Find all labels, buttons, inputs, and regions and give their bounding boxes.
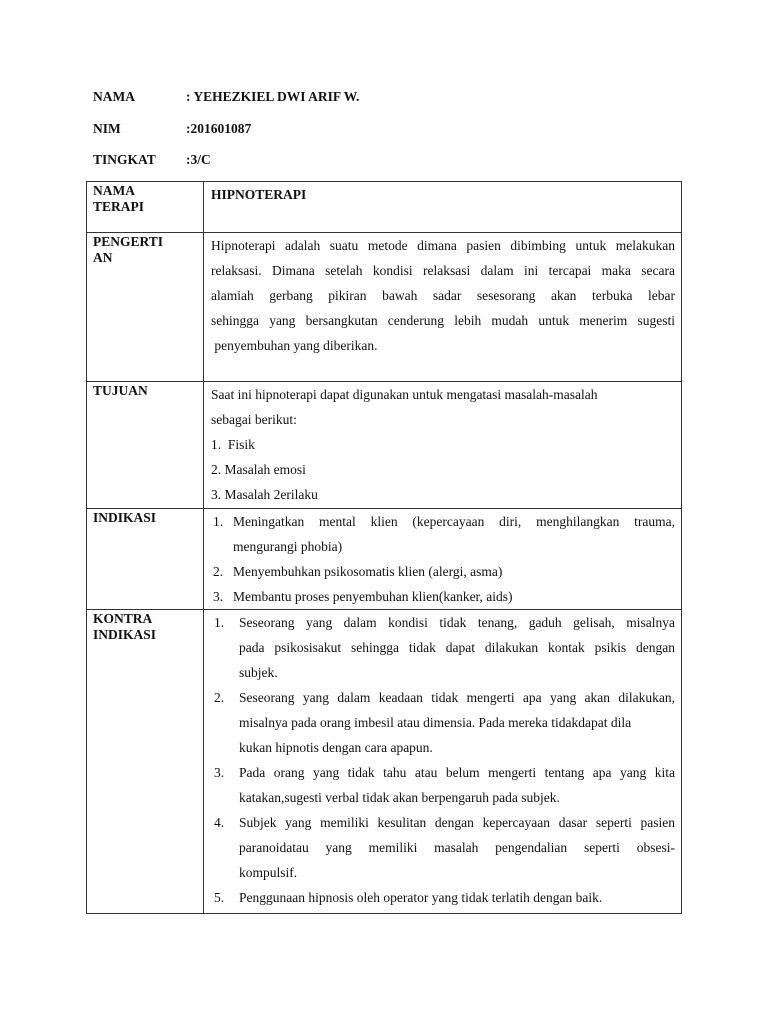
- kontra-item-3: [211, 760, 675, 810]
- indikasi-item-3: [211, 584, 675, 609]
- nim-value: :201601087: [186, 121, 252, 136]
- indikasi-item-1-line-1: Meningatkan mental klien (kepercayaan diri, menghilangkan trauma,: [233, 514, 675, 529]
- tujuan-intro-line-1: Saat ini hipnoterapi dapat digunakan untuk mengatasi masalah-masalah: [211, 387, 598, 402]
- indikasi-item-2: [211, 559, 675, 584]
- row-tujuan: [87, 382, 682, 509]
- row-nama-terapi: [87, 182, 682, 233]
- kontra-item-2-line-3: kukan hipnotis dengan cara apapun.: [239, 740, 433, 755]
- nama-terapi-label: [87, 182, 204, 233]
- nama-value: : YEHEZKIEL DWI ARIF W.: [186, 89, 360, 104]
- pengertian-text: [204, 233, 682, 382]
- indikasi-item-3-line-1: Membantu proses penyembuhan klien(kanker, aids): [233, 589, 513, 604]
- kontra-item-3-num: 3.: [214, 765, 225, 780]
- indikasi-item-1-num: 1.: [213, 514, 224, 529]
- kontra-indikasi-list: [211, 610, 675, 910]
- pengertian-label-line-1: PENGERTI: [93, 234, 164, 249]
- tingkat-value: :3/C: [186, 152, 211, 167]
- pengertian-line-4: sehingga yang bersangkutan cenderung lebih mudah untuk menerim sugesti: [211, 313, 675, 328]
- kontra-item-1: [211, 610, 675, 685]
- kontra-indikasi-list-cell: [204, 610, 682, 914]
- kontra-item-3-line-2: katakan,sugesti verbal tidak akan berpengaruh pada subjek.: [239, 790, 560, 805]
- nama-terapi-label-line-1: NAMA: [93, 183, 135, 198]
- indikasi-item-2-num: 2.: [213, 564, 224, 579]
- row-kontra-indikasi: [87, 610, 682, 914]
- therapy-table: [86, 181, 682, 914]
- kontra-item-1-line-2: pada psikosisakut sehingga tidak dapat dilakukan kontak psikis dengan: [239, 640, 675, 655]
- tujuan-item-3: 3. Masalah 2erilaku: [211, 487, 318, 502]
- kontra-item-2-line-2: misalnya pada orang imbesil atau dimensia. Pada mereka tidakdapat dila: [239, 715, 632, 730]
- tujuan-intro-line-2: sebagai berikut:: [211, 412, 297, 427]
- tujuan-text: [204, 382, 682, 509]
- kontra-item-4-line-3: kompulsif.: [239, 865, 298, 880]
- tujuan-item-2: 2. Masalah emosi: [211, 462, 306, 477]
- indikasi-list: [211, 509, 675, 609]
- indikasi-item-3-num: 3.: [213, 589, 224, 604]
- pengertian-line-3: alamiah gerbang pikiran bawah sadar sesesorang akan terbuka lebar: [211, 288, 675, 303]
- pengertian-line-5: penyembuhan yang diberikan.: [211, 338, 378, 353]
- indikasi-item-1: [211, 509, 675, 559]
- pengertian-line-2: relaksasi. Dimana setelah kondisi relaksasi dalam ini tercapai maka secara: [211, 263, 675, 278]
- pengertian-label: [87, 233, 204, 382]
- kontra-item-5-num: 5.: [214, 890, 225, 905]
- kontra-indikasi-label-line-2: INDIKASI: [93, 627, 157, 642]
- pengertian-line-1: Hipnoterapi adalah suatu metode dimana pasien dibimbing untuk melakukan: [211, 238, 675, 253]
- nama-terapi-value: HIPNOTERAPI: [204, 182, 682, 233]
- nim-label: NIM: [93, 121, 121, 136]
- kontra-item-4: [211, 810, 675, 885]
- row-indikasi: [87, 509, 682, 610]
- indikasi-label: INDIKASI: [87, 509, 204, 610]
- kontra-item-1-line-1: Seseorang yang dalam kondisi tidak tenang, gaduh gelisah, misalnya: [239, 615, 675, 630]
- nama-terapi-label-line-2: TERAPI: [93, 199, 145, 214]
- indikasi-list-cell: [204, 509, 682, 610]
- tingkat-label: TINGKAT: [93, 152, 156, 167]
- row-pengertian: [87, 233, 682, 382]
- kontra-item-1-num: 1.: [214, 615, 225, 630]
- kontra-item-4-line-2: paranoidatau yang memiliki masalah pengendalian seperti obsesi-: [239, 840, 675, 855]
- nama-label: NAMA: [93, 89, 135, 104]
- indikasi-item-1-line-2: mengurangi phobia): [233, 539, 343, 554]
- kontra-item-5: [211, 885, 675, 910]
- kontra-indikasi-label-line-1: KONTRA: [93, 611, 153, 626]
- kontra-item-5-line-1: Penggunaan hipnosis oleh operator yang tidak terlatih dengan baik.: [239, 890, 603, 905]
- kontra-item-1-line-3: subjek.: [239, 665, 278, 680]
- kontra-item-2-line-1: Seseorang yang dalam keadaan tidak mengerti apa yang akan dilakukan,: [239, 690, 675, 705]
- kontra-indikasi-label: [87, 610, 204, 914]
- indikasi-item-2-line-1: Menyembuhkan psikosomatis klien (alergi, asma): [233, 564, 503, 579]
- kontra-item-4-line-1: Subjek yang memiliki kesulitan dengan kepercayaan dasar seperti pasien: [239, 815, 675, 830]
- kontra-item-2-num: 2.: [214, 690, 225, 705]
- tujuan-item-1: 1. Fisik: [211, 437, 255, 452]
- kontra-item-4-num: 4.: [214, 815, 225, 830]
- pengertian-label-line-2: AN: [93, 250, 113, 265]
- kontra-item-2: [211, 685, 675, 760]
- tujuan-label: TUJUAN: [87, 382, 204, 509]
- kontra-item-3-line-1: Pada orang yang tidak tahu atau belum mengerti tentang apa yang kita: [239, 765, 675, 780]
